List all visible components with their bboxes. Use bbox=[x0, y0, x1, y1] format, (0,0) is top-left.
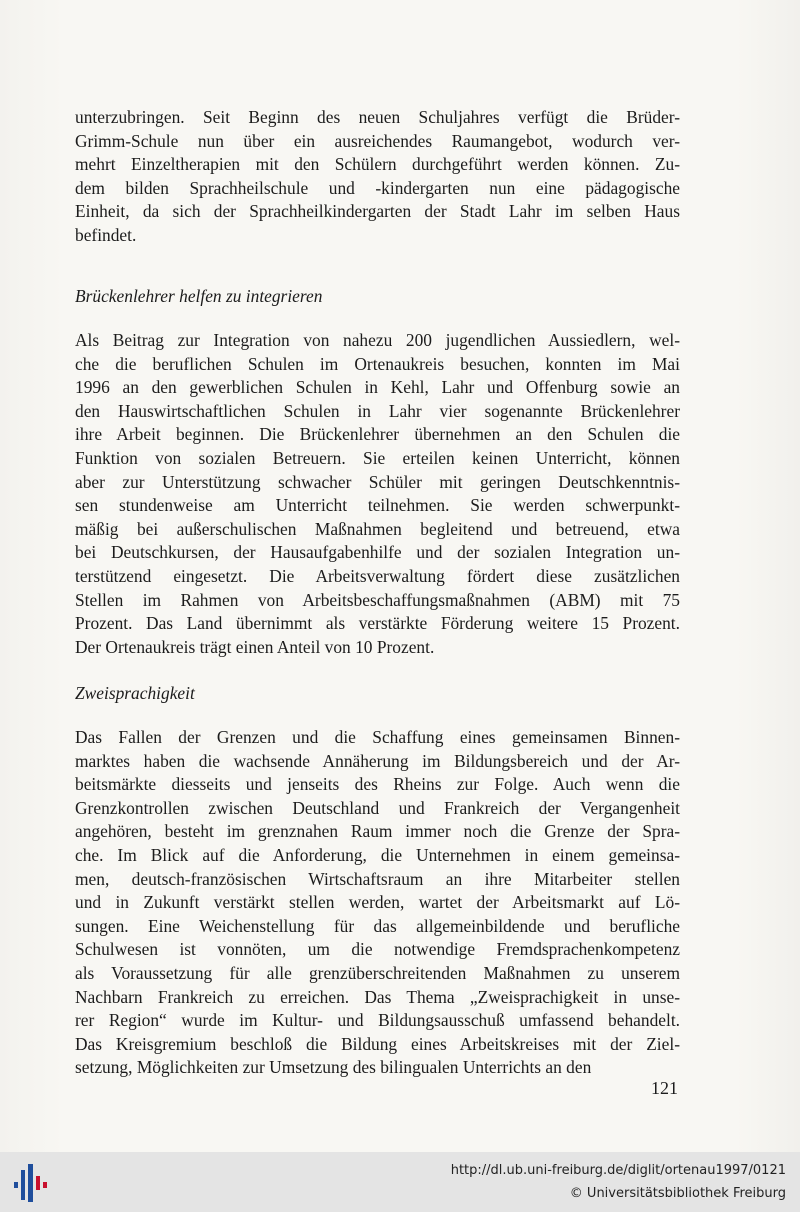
text-line: Funktion von sozialen Betreuern. Sie erteilen keinen Unterricht, können bbox=[75, 447, 680, 468]
text-line: Als Beitrag zur Integration von nahezu 200 jugendlichen Aussiedlern, wel- bbox=[75, 330, 680, 350]
paragraph-3 bbox=[75, 726, 680, 1080]
text-line: angehören, besteht im grenznahen Raum immer noch die Grenze der Spra- bbox=[75, 821, 680, 842]
text-line: Prozent. Das Land übernimmt als verstärkte Förderung weitere 15 Prozent. bbox=[75, 613, 680, 634]
text-line: sungen. Eine Weichenstellung für das allgemeinbildende und berufliche bbox=[75, 915, 680, 936]
text-line: beitsmärkte diesseits und jenseits des Rheins zur Folge. Auch wenn die bbox=[75, 774, 680, 795]
text-line: Schulwesen ist vonnöten, um die notwendige Fremdsprachenkompetenz bbox=[75, 939, 680, 960]
heading-brueckenlehrer: Brückenlehrer helfen zu integrieren bbox=[75, 286, 323, 306]
text-line: sen stundenweise am Unterricht teilnehmen. Sie werden schwerpunkt- bbox=[75, 495, 680, 516]
text-line: setzung, Möglichkeiten zur Umsetzung des bilingualen Unterrichts an den bbox=[75, 1057, 592, 1078]
text-line: Das Kreisgremium beschloß die Bildung eines Arbeitskreises mit der Ziel- bbox=[75, 1033, 680, 1054]
text-line: Das Fallen der Grenzen und die Schaffung eines gemeinsamen Binnen- bbox=[75, 727, 680, 747]
text-line: bei Deutschkursen, der Hausaufgabenhilfe und der sozialen Integration un- bbox=[75, 542, 680, 563]
text-line: aber zur Unterstützung schwacher Schüler mit geringen Deutschkenntnis- bbox=[75, 471, 680, 492]
text-line: 1996 an den gewerblichen Schulen in Kehl, Lahr und Offenburg sowie an bbox=[75, 377, 680, 398]
copyright-text: © Universitätsbibliothek Freiburg bbox=[569, 1186, 786, 1201]
text-line: Stellen im Rahmen von Arbeitsbeschaffungsmaßnahmen (ABM) mit 75 bbox=[75, 589, 680, 610]
text-line: terstützend eingesetzt. Die Arbeitsverwaltung fördert diese zusätzlichen bbox=[75, 565, 680, 586]
text-line: che die beruflichen Schulen im Ortenaukreis besuchen, konnten im Mai bbox=[75, 353, 680, 374]
paragraph-2 bbox=[75, 329, 680, 659]
footer-bar bbox=[0, 1152, 800, 1212]
text-line: den Hauswirtschaftlichen Schulen in Lahr vier sogenannte Brückenlehrer bbox=[75, 400, 680, 421]
text-line: und in Zukunft verstärkt stellen werden, wartet der Arbeitsmarkt auf Lö- bbox=[75, 892, 680, 913]
text-line: Einheit, da sich der Sprachheilkindergarten der Stadt Lahr im selben Haus bbox=[75, 201, 680, 222]
heading-zweisprachigkeit: Zweisprachigkeit bbox=[75, 683, 195, 703]
text-line: men, deutsch-französischen Wirtschaftsraum an ihre Mitarbeiter stellen bbox=[75, 868, 680, 889]
text-line: Nachbarn Frankreich zu erreichen. Das Thema „Zweisprachigkeit in unse- bbox=[75, 986, 680, 1007]
ub-freiburg-logo-icon[interactable] bbox=[10, 1158, 52, 1206]
text-line: mäßig bei außerschulischen Maßnahmen begleitend und betreuend, etwa bbox=[75, 518, 680, 539]
text-line: ihre Arbeit beginnen. Die Brückenlehrer übernehmen an den Schulen die bbox=[75, 424, 680, 445]
text-line: Grimm-Schule nun über ein ausreichendes Raumangebot, wodurch ver- bbox=[75, 130, 680, 151]
text-line: dem bilden Sprachheilschule und -kindergarten nun eine pädagogische bbox=[75, 177, 680, 198]
text-line: mehrt Einzeltherapien mit den Schülern durchgeführt werden können. Zu- bbox=[75, 154, 680, 175]
text-line: Der Ortenaukreis trägt einen Anteil von 10 Prozent. bbox=[75, 636, 435, 657]
paragraph-1 bbox=[75, 106, 680, 248]
text-line: rer Region“ wurde im Kultur- und Bildungsausschuß umfassend behandelt. bbox=[75, 1010, 680, 1031]
text-line: als Voraussetzung für alle grenzüberschreitenden Maßnahmen zu unserem bbox=[75, 962, 680, 983]
text-line: marktes haben die wachsende Annäherung im Bildungsbereich und der Ar- bbox=[75, 750, 680, 771]
source-url-link[interactable]: http://dl.ub.uni-freiburg.de/diglit/ortenau1997/0121 bbox=[450, 1163, 786, 1178]
text-line: Grenzkontrollen zwischen Deutschland und Frankreich der Vergangenheit bbox=[75, 797, 680, 818]
text-line: befindet. bbox=[75, 224, 137, 245]
text-line: che. Im Blick auf die Anforderung, die Unternehmen in einem gemeinsa- bbox=[75, 844, 680, 865]
text-line: unterzubringen. Seit Beginn des neuen Schuljahres verfügt die Brüder- bbox=[75, 107, 680, 127]
page-number: 121 bbox=[651, 1078, 678, 1098]
